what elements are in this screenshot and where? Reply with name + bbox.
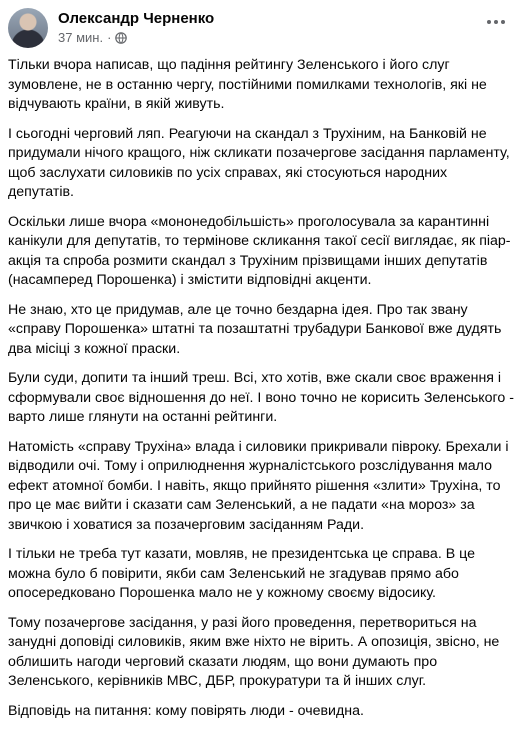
author-name[interactable]: Олександр Черненко (58, 10, 215, 27)
post-paragraph: Оскільки лише вчора «мононедобільшість» проголосувала за карантинні канікули для депутатів, то термінове скликання такої сесії виглядає, як піар-акція та спроба розмити скандал з Трухіним прізвищами інших депутатів (насамперед Порошенка) і змістити відповідні акценти. (8, 213, 511, 288)
post-paragraph: Тому позачергове засідання, у разі його проведення, перетвориться на занудні доповіді силовиків, яким вже ніхто не вірить. А опозиція, звісно, не облишить нагоди черговий сказати людям, що вони думають про Зеленського, керівників МВС, ДБР, прокуратури та й інших слуг. (8, 614, 500, 689)
post-paragraph: І тільки не треба тут казати, мовляв, не президентська це справа. В це можна було б повірити, якби сам Зеленський не згадував прямо або опосередковано Порошенка мало не у кожному своєму відосику. (8, 546, 475, 601)
post-paragraph: Відповідь на питання: кому повірять люди - очевидна. (8, 702, 364, 719)
post-paragraph: Не знаю, хто це придумав, але це точно бездарна ідея. Про так звану «справу Порошенка» штатні та позаштатні трубадури Банкової вже дудять два місіці з кожної праски. (8, 301, 502, 357)
post-header (8, 8, 514, 48)
avatar[interactable] (8, 8, 48, 48)
post-timestamp[interactable]: 37 мин. (58, 30, 104, 45)
post-paragraph: Тільки вчора написав, що падіння рейтингу Зеленського і його слуг зумовлене, не в останню чергу, постійними помилками технологів, які не відчувають країни, в якій живуть. (8, 57, 487, 112)
globe-icon[interactable] (115, 32, 127, 44)
post-paragraph: Були суди, допити та інший треш. Всі, хто хотів, вже скали своє враження і сформували своє відношення до неї. І воно точно не корисить Зеленського - варто лише глянути на останні рейтинги. (8, 370, 514, 425)
post-meta (58, 30, 127, 45)
post-paragraph: І сьогодні черговий ляп. Реагуючи на скандал з Трухіним, на Банковій не придумали нічого кращого, ніж скликати позачергове засідання парламенту, щоб заслухати силовиків по усіх справах, які стосуються народних депутатів. (8, 125, 510, 200)
post-body (8, 56, 514, 731)
post-paragraph: Натомість «справу Трухіна» влада і силовики прикривали півроку. Брехали і відводили очі. Тому і оприлюднення журналістського розслідування мало ефект атомної бомби. І навіть, якщо прийнято рішення «злити» Трухіна, то про це має вийти і сказати сам Зеленський, а не падати «на мороз» за звичкою і ховатися за позачерговим засіданням Ради. (8, 438, 509, 533)
meta-separator: · (107, 30, 112, 45)
more-options-icon[interactable] (478, 10, 514, 34)
